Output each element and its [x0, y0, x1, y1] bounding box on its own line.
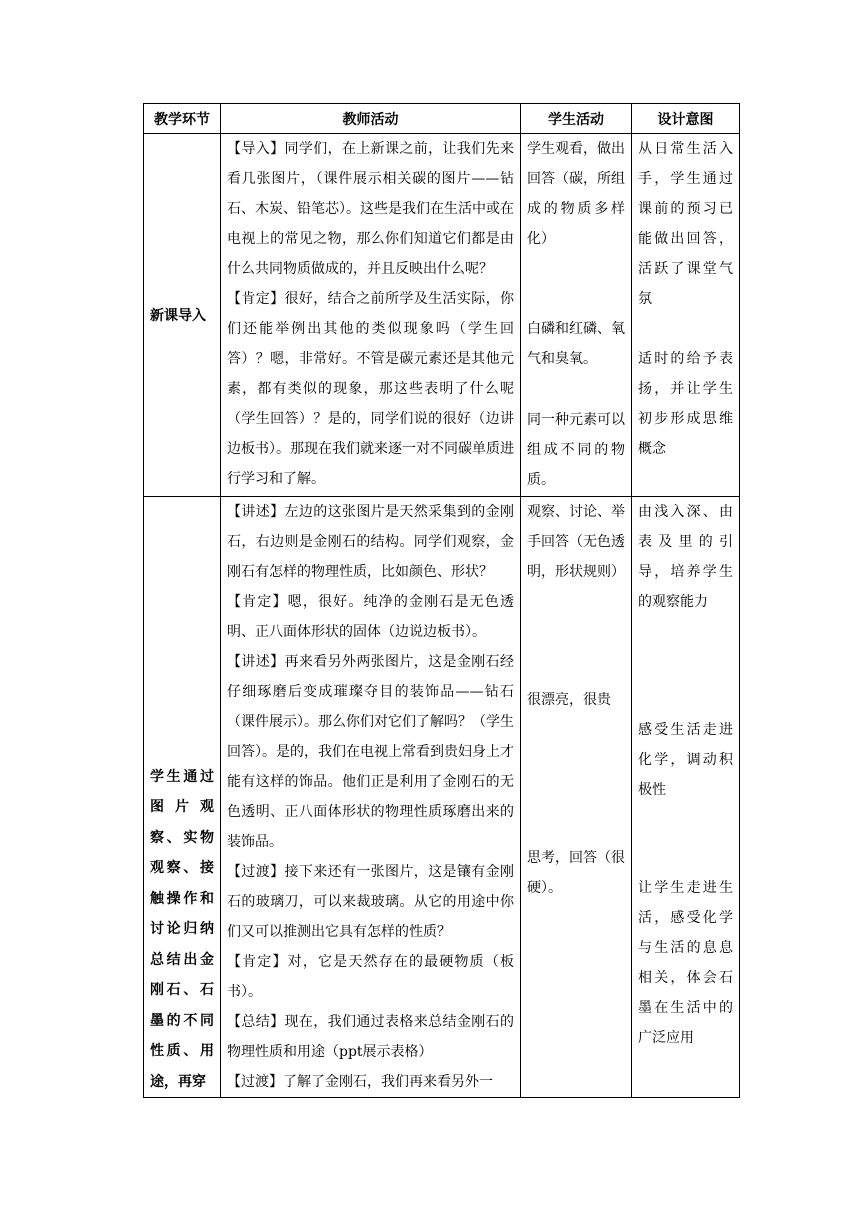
teacher-activity-cell [221, 134, 521, 497]
teacher-paragraph: 【总结】现在，我们通过表格来总结金刚石的物理性质和用途（ppt展示表格） [227, 1014, 514, 1060]
teacher-paragraph: 【肯定】嗯，很好。纯净的金刚石是无色透明、正八面体形状的固体（边说边板书）。 [227, 594, 514, 640]
stage-cell [144, 134, 221, 497]
student-paragraph: 很漂亮，很贵 [527, 692, 611, 708]
stage-cell [144, 497, 221, 1098]
header-row [144, 104, 740, 134]
intent-paragraph: 由浅入深、由表及里的引导，培养学生的观察能力 [638, 504, 733, 610]
student-paragraph: 观察、讨论、举手回答（无色透明，形状规则） [527, 504, 625, 580]
intent-paragraph: 适时的给予表扬，并让学生初步形成思维概念 [638, 351, 733, 457]
lesson-plan-table [143, 103, 740, 1098]
teacher-paragraph: 【导入】同学们，在上新课之前，让我们先来看几张图片，（课件展示相关碳的图片——钻石、木炭、铅笔芯）。这些是我们在生活中或在电视上的常见之物，那么你们知道它们都是由什么共同物质做成的，并且反映出什么呢？ [227, 141, 514, 277]
table-row [144, 134, 740, 497]
header-stage: 教学环节 [144, 104, 221, 134]
header-teacher-activity: 教师活动 [221, 104, 521, 134]
teacher-paragraph: 【过渡】了解了金刚石，我们再来看另外一 [227, 1074, 493, 1090]
student-paragraph: 白磷和红磷、氧气和臭氧。 [527, 321, 625, 367]
design-intent-cell [632, 497, 740, 1098]
student-paragraph: 学生观看，做出回答（碳，所组成的物质多样化） [527, 141, 625, 247]
teacher-paragraph: 【肯定】对，它是天然存在的最硬物质（板书）。 [227, 954, 514, 1000]
design-intent-cell [632, 134, 740, 497]
stage-label: 新课导入 [150, 308, 206, 324]
student-activity-cell [521, 134, 632, 497]
header-design-intent: 设计意图 [632, 104, 740, 134]
header-student-activity: 学生活动 [521, 104, 632, 134]
intent-paragraph: 从日常生活入手，学生通过课前的预习已能做出回答，活跃了课堂气氛 [638, 141, 733, 307]
student-activity-cell [521, 497, 632, 1098]
teacher-paragraph: 【过渡】接下来还有一张图片，这是镶有金刚石的玻璃刀，可以来裁玻璃。从它的用途中你们又可以推测出它具有怎样的性质？ [227, 864, 514, 940]
teacher-paragraph: 【肯定】很好，结合之前所学及生活实际，你们还能举例出其他的类似现象吗（学生回答）？嗯，非常好。不管是碳元素还是其他元素，都有类似的现象，那这些表明了什么呢（学生回答）？是的，同学们说的很好（边讲边板书）。那现在我们就来逐一对不同碳单质进行学习和了解。 [227, 291, 514, 487]
stage-label: 学生通过图片观察、实物观察、接触操作和讨论归纳总结出金刚石、石墨的不同性质、用途，再穿 [150, 768, 214, 1090]
intent-paragraph: 让学生走进生活，感受化学与生活的息息相关，体会石墨在生活中的广泛应用 [638, 880, 733, 1046]
student-paragraph: 同一种元素可以组成不同的物质。 [527, 412, 625, 488]
teacher-activity-cell [221, 497, 521, 1098]
student-paragraph: 思考，回答（很硬）。 [527, 850, 625, 896]
intent-paragraph: 感受生活走进化学，调动积极性 [638, 722, 733, 798]
table-row [144, 497, 740, 1098]
teacher-paragraph: 【讲述】再来看另外两张图片，这是金刚石经仔细琢磨后变成璀璨夺目的装饰品——钻石（课件展示）。那么你们对它们了解吗？（学生回答）。是的，我们在电视上常看到贵妇身上才能有这样的饰品。他们正是利用了金刚石的无色透明、正八面体形状的物理性质琢磨出来的装饰品。 [227, 654, 514, 850]
teacher-paragraph: 【讲述】左边的这张图片是天然采集到的金刚石，右边则是金刚石的结构。同学们观察，金刚石有怎样的物理性质，比如颜色、形状？ [227, 504, 514, 580]
